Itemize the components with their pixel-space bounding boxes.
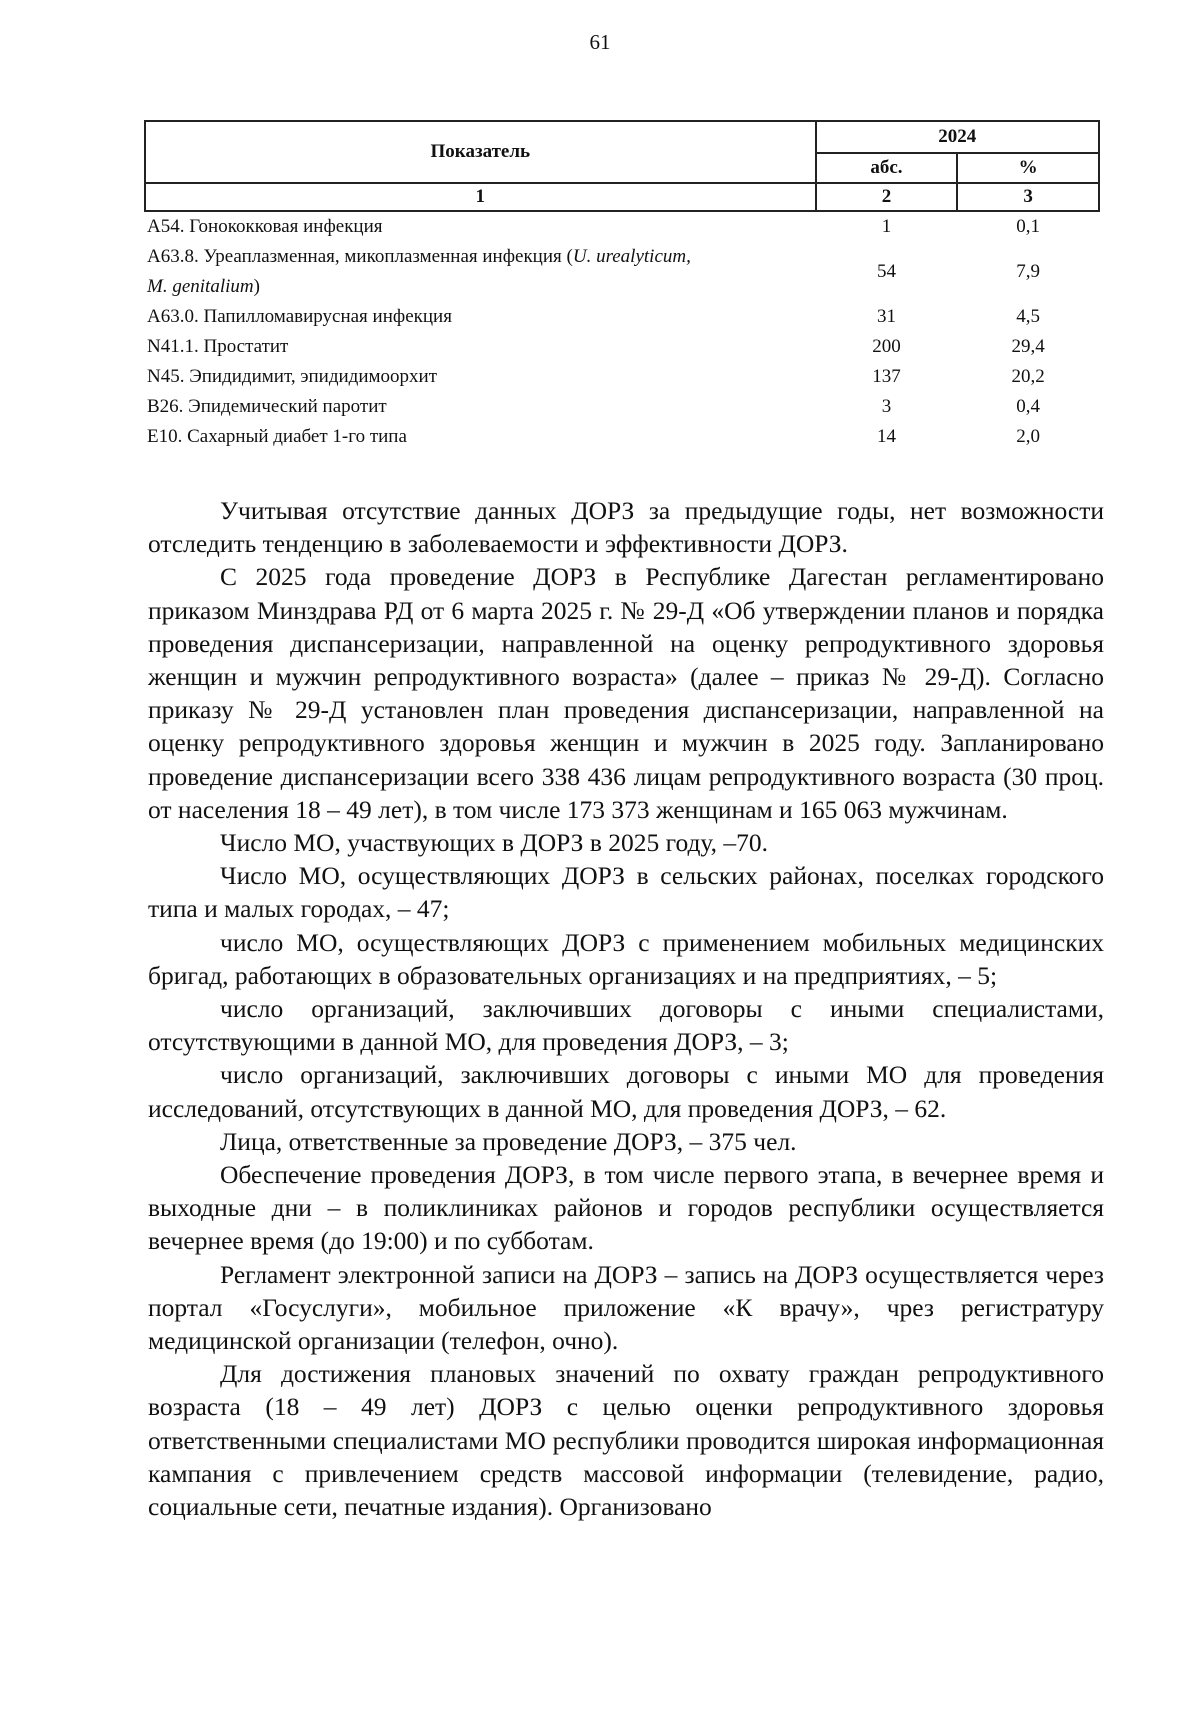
paragraph: Лица, ответственные за проведение ДОРЗ, – 375 чел. bbox=[220, 1126, 797, 1156]
header-year: 2024 bbox=[816, 121, 1099, 153]
row-label-text: ) bbox=[253, 276, 260, 297]
row-pct: 20,2 bbox=[1011, 366, 1045, 387]
paragraph: число организаций, заключивших договоры с иными специалистами, отсутствующими в данной МО, для проведения ДОРЗ, – 3; bbox=[148, 994, 1104, 1057]
table-row bbox=[145, 242, 1099, 302]
paragraph: Регламент электронной записи на ДОРЗ – запись на ДОРЗ осуществляется через портал «Госуслуги», мобильное приложение «К врачу», чрез регистратуру медицинской организации (телефон, очно). bbox=[148, 1259, 1104, 1356]
table-header bbox=[145, 121, 1099, 211]
row-pct: 29,4 bbox=[1011, 336, 1045, 357]
header-abs: абс. bbox=[816, 153, 958, 183]
row-abs: 137 bbox=[872, 366, 901, 387]
table-row bbox=[145, 422, 1099, 452]
row-pct: 0,4 bbox=[1016, 396, 1041, 417]
row-abs: 1 bbox=[881, 216, 892, 237]
row-label: B26. Эпидемический паротит bbox=[147, 396, 387, 417]
row-pct: 4,5 bbox=[1016, 306, 1041, 327]
row-label: N41.1. Простатит bbox=[147, 336, 289, 357]
row-abs: 3 bbox=[881, 396, 892, 417]
page-number: 61 bbox=[589, 30, 611, 54]
table-row bbox=[145, 211, 1099, 242]
row-pct: 2,0 bbox=[1016, 426, 1041, 447]
paragraph: число организаций, заключивших договоры с иными МО для проведения исследований, отсутствующих в данной МО, для проведения ДОРЗ, – 62. bbox=[148, 1060, 1104, 1123]
paragraph: Число МО, участвующих в ДОРЗ в 2025 году, –70. bbox=[220, 828, 769, 858]
paragraph: С 2025 года проведение ДОРЗ в Республике Дагестан регламентировано приказом Минздрава РД от 6 марта 2025 г. № 29-Д «Об утверждении планов и порядка проведения диспансеризации, направленной на оценку репродуктивного здоровья женщин и мужчин репродуктивного возраста» (далее – приказ № 29-Д). Согласно приказу № 29-Д установлен план проведения диспансеризации, направленной на оценку репродуктивного здоровья женщин и мужчин в 2025 году. Запланировано проведение диспансеризации всего 338 436 лицам репродуктивного возраста (30 проц. от населения 18 – 49 лет), в том числе 173 373 женщинам и 165 063 мужчинам. bbox=[148, 562, 1104, 824]
row-abs: 200 bbox=[872, 336, 901, 357]
row-label: А63.0. Папилломавирусная инфекция bbox=[147, 306, 452, 327]
column-number-1: 1 bbox=[145, 183, 816, 211]
row-abs: 31 bbox=[876, 306, 896, 327]
row-label-italic: M. genitalium bbox=[147, 276, 254, 297]
column-number-2: 2 bbox=[816, 183, 958, 211]
row-label-text: А63.8. Уреаплазменная, микоплазменная инфекция ( bbox=[147, 246, 573, 267]
row-label: E10. Сахарный диабет 1-го типа bbox=[147, 426, 407, 447]
table-row bbox=[145, 302, 1099, 332]
row-label bbox=[145, 242, 816, 302]
row-abs: 14 bbox=[876, 426, 896, 447]
statistics-table bbox=[144, 120, 1100, 452]
paragraph: число МО, осуществляющих ДОРЗ с применением мобильных медицинских бригад, работающих в образовательных организациях и на предприятиях, – 5; bbox=[148, 927, 1104, 990]
column-number-3: 3 bbox=[957, 183, 1099, 211]
table-row bbox=[145, 332, 1099, 362]
paragraph: Число МО, осуществляющих ДОРЗ в сельских районах, поселках городского типа и малых городах, – 47; bbox=[148, 861, 1104, 924]
paragraph: Обеспечение проведения ДОРЗ, в том числе первого этапа, в вечернее время и выходные дни – в поликлиниках районов и городов республики осуществляется вечернее время (до 19:00) и по субботам. bbox=[148, 1160, 1104, 1256]
header-pct: % bbox=[957, 153, 1099, 183]
row-label-italic: U. urealyticum, bbox=[572, 246, 691, 267]
row-pct: 7,9 bbox=[1016, 261, 1041, 282]
row-label: А54. Гонококковая инфекция bbox=[147, 216, 383, 237]
header-indicator: Показатель bbox=[145, 121, 816, 183]
row-pct: 0,1 bbox=[1016, 216, 1041, 237]
row-abs: 54 bbox=[876, 261, 896, 282]
document-body bbox=[148, 494, 1104, 1523]
table-row bbox=[145, 392, 1099, 422]
row-label: N45. Эпидидимит, эпидидимоорхит bbox=[147, 366, 437, 387]
paragraph: Учитывая отсутствие данных ДОРЗ за предыдущие годы, нет возможности отследить тенденцию в заболеваемости и эффективности ДОРЗ. bbox=[148, 496, 1104, 559]
table-row bbox=[145, 362, 1099, 392]
paragraph: Для достижения плановых значений по охвату граждан репродуктивного возраста (18 – 49 лет) ДОРЗ с целью оценки репродуктивного здоровья ответственными специалистами МО республики проводится широкая информационная кампания с привлечением средств массовой информации (телевидение, радио, социальные сети, печатные издания). Организовано bbox=[148, 1359, 1104, 1522]
